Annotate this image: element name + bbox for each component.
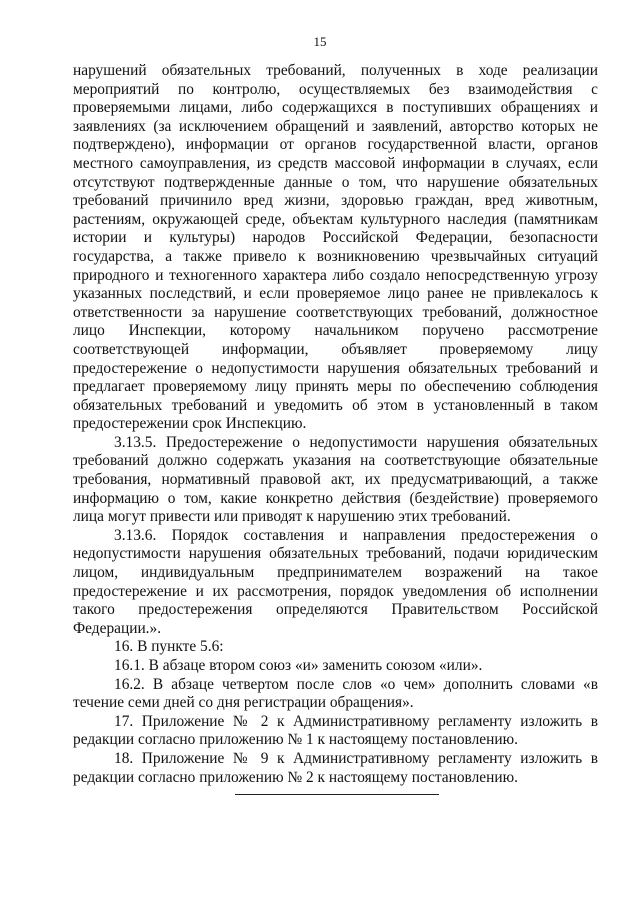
paragraph-continued: нарушений обязательных требований, полученных в ходе реализации мероприятий по контролю, осуществляемых без взаимодействия с проверяемыми лицами, либо содержащихся в поступивших обращениях и заявлениях (за исключением обращений и заявлений, авторство которых не подтверждено), информации от органов государственной власти, органов местного самоуправления, из средств массовой информации в случаях, если отсутствуют подтвержденные данные о том, что нарушение обязательных требований причинило вред жизни, здоровью граждан, вред животным, растениям, окружающей среде, объектам культурного наследия (памятникам истории и культуры) народов Российской Федерации, безопасности государства, а также привело к возникновению чрезвычайных ситуаций природного и техногенного характера либо создало непосредственную угрозу указанных последствий, и если проверяемое лицо ранее не привлекалось к ответственности за нарушение соответствующих требований, должностное лицо Инспекции, которому начальником поручено рассмотрение соответствующей информации, объявляет проверяемому лицу предостережение о недопустимости нарушения обязательных требований и предлагает проверяемому лицу принять меры по обеспечению соблюдения обязательных требований и уведомить об этом в установленный в таком предостережении срок Инспекцию. <box>73 62 598 433</box>
body-text <box>73 62 598 787</box>
paragraph-3-13-6: 3.13.6. Порядок составления и направления предостережения о недопустимости нарушения обязательных требований, подачи юридическим лицом, индивидуальным предпринимателем возражений на такое предостережение и их рассмотрения, порядок уведомления об исполнении такого предостережения определяются Правительством Российской Федерации.». <box>73 526 598 637</box>
paragraph-16-2: 16.2. В абзаце четвертом после слов «о чем» дополнить словами «в течение семи дней со дня регистрации обращения». <box>73 675 598 712</box>
paragraph-17: 17. Приложение № 2 к Административному регламенту изложить в редакции согласно приложению № 1 к настоящему постановлению. <box>73 712 598 749</box>
paragraph-16-1: 16.1. В абзаце втором союз «и» заменить союзом «или». <box>114 657 483 674</box>
separator-line <box>235 794 439 795</box>
paragraph-16: 16. В пункте 5.6: <box>114 638 224 656</box>
paragraph-3-13-5: 3.13.5. Предостережение о недопустимости нарушения обязательных требований должно содержать указания на соответствующие обязательные требования, нормативный правовой акт, их предусматривающий, а также информацию о том, какие конкретно действия (бездействие) проверяемого лица могут привести или приводят к нарушению этих требований. <box>73 433 598 526</box>
page-number: 15 <box>313 34 327 49</box>
paragraph-18: 18. Приложение № 9 к Административному регламенту изложить в редакции согласно приложению № 2 к настоящему постановлению. <box>73 749 598 786</box>
